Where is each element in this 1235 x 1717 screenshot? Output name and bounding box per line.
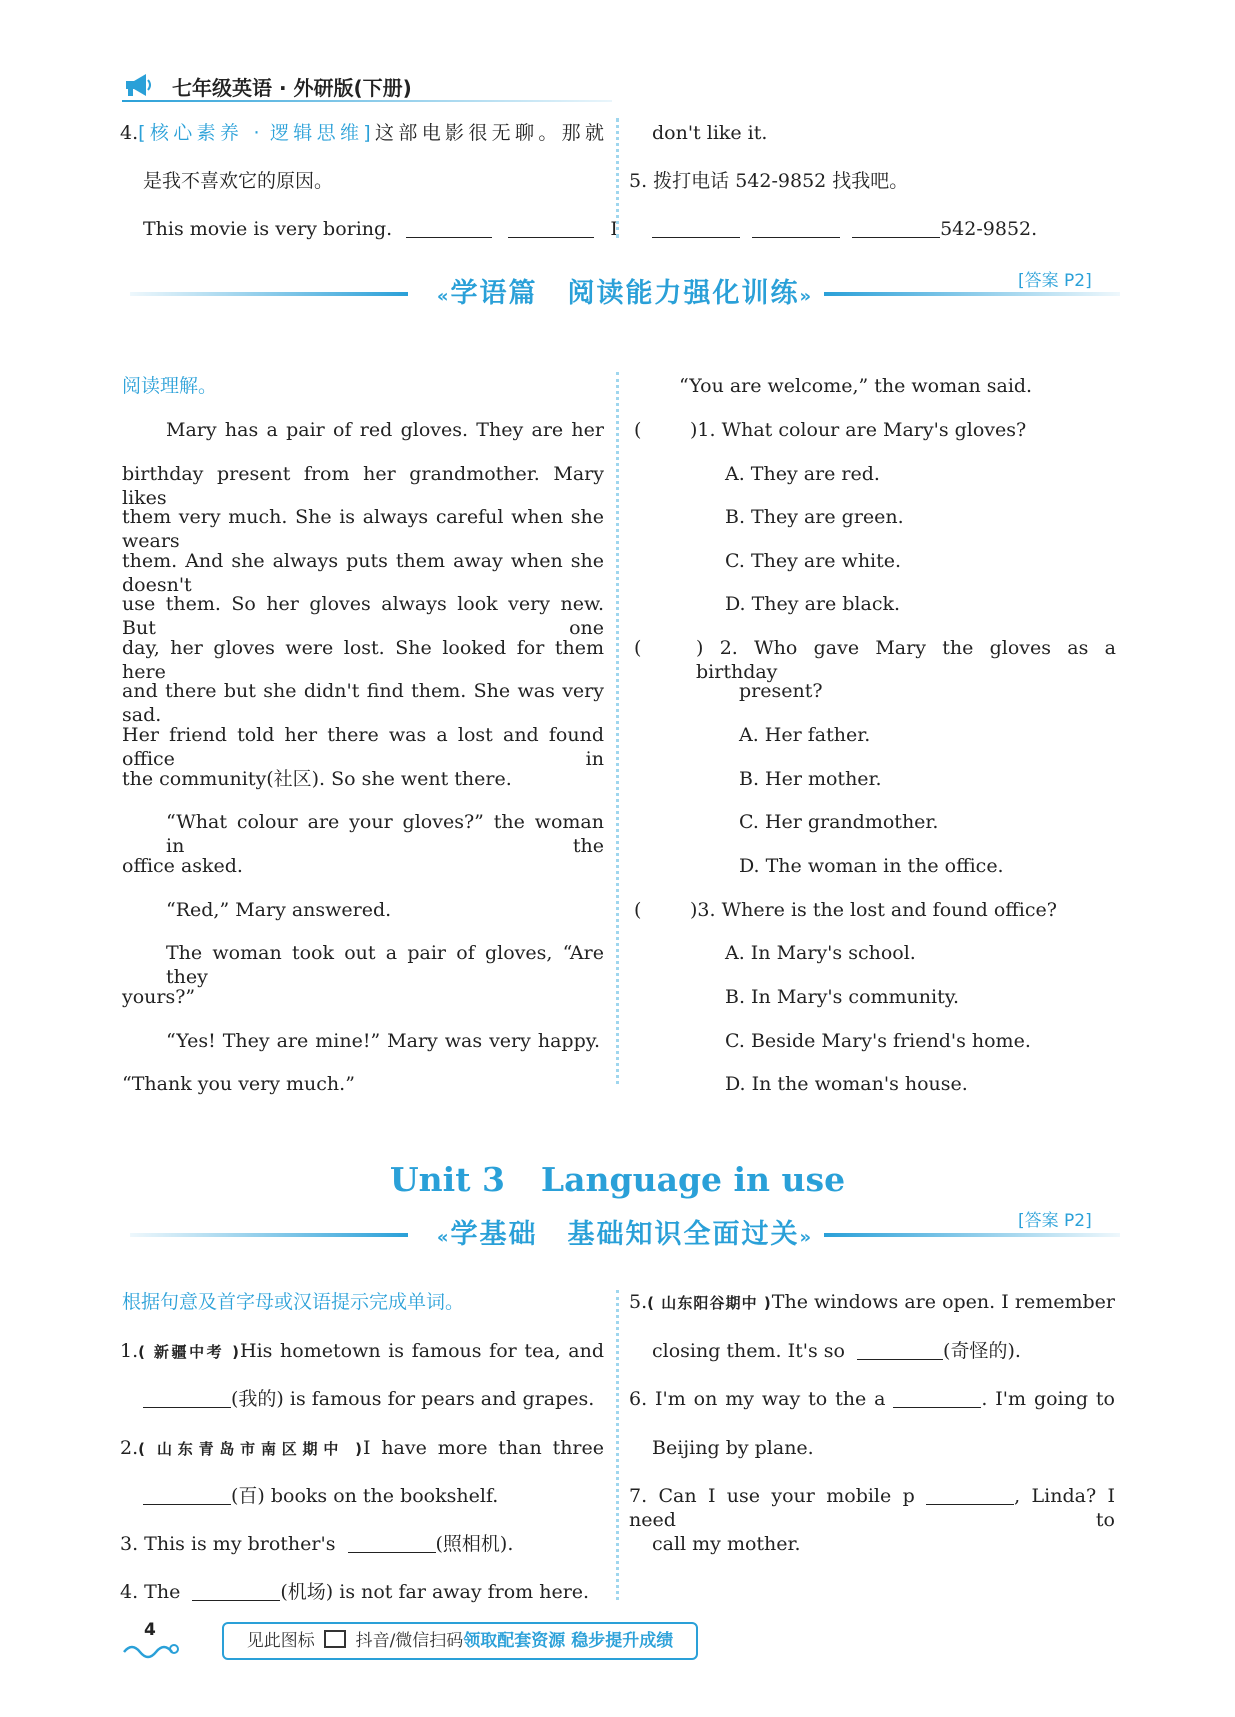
basic-q3: 3. This is my brother's (照相机).	[120, 1533, 514, 1555]
column-divider	[616, 372, 619, 1084]
question-1-option-a[interactable]: A. They are red.	[725, 463, 880, 485]
question-2-stem-cont: present?	[739, 680, 823, 702]
wave-ornament-icon	[122, 1640, 180, 1660]
passage-line: “Thank you very much.”	[122, 1073, 355, 1095]
page-number: 4	[144, 1620, 156, 1640]
passage-line: them. And she always puts them away when she doesn't	[122, 550, 604, 596]
answer-blank[interactable]	[752, 219, 840, 238]
basic-q5-line2: closing them. It's so (奇怪的).	[652, 1340, 1021, 1362]
passage-line: The woman took out a pair of gloves, “Are they	[166, 942, 604, 988]
source-tag: ( 新疆中考 )	[138, 1343, 240, 1361]
question-1-paren[interactable]: (	[634, 419, 642, 441]
passage-line: Her friend told her there was a lost and found office in	[122, 724, 604, 770]
answer-blank[interactable]	[406, 219, 492, 238]
passage-line: and there but she didn't find them. She was very sad.	[122, 680, 604, 726]
passage-line: the community(社区). So she went there.	[122, 768, 512, 790]
passage-line: “What colour are your gloves?” the woman in the	[166, 811, 604, 857]
answer-blank[interactable]	[348, 1534, 436, 1553]
megaphone-icon	[122, 72, 154, 98]
passage-line: birthday present from her grandmother. Mary likes	[122, 463, 604, 509]
question-2-stem: ) 2. Who gave Mary the gloves as a birthday	[696, 637, 1116, 683]
answer-blank[interactable]	[508, 219, 594, 238]
question-1-option-d[interactable]: D. They are black.	[725, 593, 901, 615]
reading-instruction: 阅读理解。	[122, 375, 218, 397]
qr-scan-icon	[324, 1630, 346, 1648]
passage-line: office asked.	[122, 855, 243, 877]
question-3-option-d[interactable]: D. In the woman's house.	[725, 1073, 968, 1095]
question-1-stem: )1. What colour are Mary's gloves?	[690, 419, 1027, 441]
basic-q6-line1: 6. I'm on my way to the a . I'm going to	[629, 1388, 1115, 1410]
section-band-basic	[130, 1215, 1120, 1255]
answer-reference: [答案 P2]	[1018, 1211, 1092, 1231]
q4-line3: This movie is very boring. I	[143, 218, 618, 240]
basic-q6-line2: Beijing by plane.	[652, 1437, 814, 1459]
basic-q7-line1: 7. Can I use your mobile p , Linda? I need to	[629, 1485, 1116, 1531]
column-divider	[616, 1290, 619, 1600]
answer-blank[interactable]	[926, 1486, 1014, 1505]
answer-blank[interactable]	[192, 1582, 280, 1601]
passage-line: use them. So her gloves always look very new. But one	[122, 593, 604, 639]
basic-q1-line1: 1.( 新疆中考 )His hometown is famous for tea, and	[120, 1340, 604, 1362]
source-tag: ( 山东青岛市南区期中 )	[138, 1440, 363, 1458]
question-3-option-a[interactable]: A. In Mary's school.	[725, 942, 916, 964]
q4-right-continuation: don't like it.	[652, 122, 768, 144]
header-rule	[122, 100, 612, 102]
basic-q5-line1: 5.( 山东阳谷期中 )The windows are open. I remember	[629, 1291, 1116, 1313]
passage-line: “Red,” Mary answered.	[166, 899, 392, 921]
question-3-stem: )3. Where is the lost and found office?	[690, 899, 1057, 921]
question-3-option-c[interactable]: C. Beside Mary's friend's home.	[725, 1030, 1031, 1052]
basic-q2-line1: 2.( 山东青岛市南区期中 )I have more than three	[120, 1437, 605, 1459]
q5-line1: 5. 拨打电话 542-9852 找我吧。	[629, 170, 909, 192]
passage-line: day, her gloves were lost. She looked for them here	[122, 637, 604, 683]
section-band-title: «学基础 基础知识全面过关»	[436, 1219, 814, 1250]
section-band-title: «学语篇 阅读能力强化训练»	[436, 278, 814, 309]
question-3-paren[interactable]: (	[634, 899, 642, 921]
question-2-option-b[interactable]: B. Her mother.	[739, 768, 882, 790]
answer-blank[interactable]	[852, 219, 940, 238]
basic-q7-line2: call my mother.	[652, 1533, 801, 1555]
question-2-option-a[interactable]: A. Her father.	[739, 724, 871, 746]
basic-instruction: 根据句意及首字母或汉语提示完成单词。	[122, 1291, 465, 1313]
section-band-reading	[130, 274, 1120, 314]
answer-reference: [答案 P2]	[1018, 271, 1092, 291]
column-divider	[616, 118, 619, 238]
question-1-option-c[interactable]: C. They are white.	[725, 550, 902, 572]
basic-q4: 4. The (机场) is not far away from here.	[120, 1581, 590, 1603]
basic-q2-line2: (百) books on the bookshelf.	[143, 1484, 498, 1508]
answer-blank[interactable]	[143, 1389, 231, 1408]
unit-title: Unit 3 Language in use	[389, 1160, 846, 1199]
passage-line: yours?”	[122, 986, 196, 1008]
q4-line1: 4.[核心素养 · 逻辑思维]这部电影很无聊。那就	[120, 122, 604, 144]
passage-line: “Yes! They are mine!” Mary was very happy.	[166, 1030, 600, 1052]
question-3-option-b[interactable]: B. In Mary's community.	[725, 986, 959, 1008]
passage-line: “You are welcome,” the woman said.	[679, 375, 1033, 397]
question-1-option-b[interactable]: B. They are green.	[725, 506, 904, 528]
q5-line2: 542-9852.	[652, 217, 1037, 241]
q4-line2: 是我不喜欢它的原因。	[143, 170, 334, 192]
answer-blank[interactable]	[143, 1486, 231, 1505]
passage-line: Mary has a pair of red gloves. They are her	[166, 419, 604, 441]
q4-core-tag: [核心素养 · 逻辑思维]	[138, 122, 371, 144]
answer-blank[interactable]	[652, 219, 740, 238]
basic-q1-line2: (我的) is famous for pears and grapes.	[143, 1387, 594, 1411]
question-2-option-d[interactable]: D. The woman in the office.	[739, 855, 1004, 877]
answer-blank[interactable]	[857, 1341, 943, 1360]
question-2-paren[interactable]: (	[634, 637, 642, 659]
question-2-option-c[interactable]: C. Her grandmother.	[739, 811, 939, 833]
answer-blank[interactable]	[893, 1389, 981, 1408]
passage-line: them very much. She is always careful when she wears	[122, 506, 604, 552]
source-tag: ( 山东阳谷期中 )	[647, 1294, 772, 1312]
page-header-title: 七年级英语 · 外研版(下册)	[172, 76, 412, 100]
footer-resource-banner[interactable]: 见此图标 抖音/微信扫码领取配套资源 稳步提升成绩	[222, 1622, 698, 1660]
